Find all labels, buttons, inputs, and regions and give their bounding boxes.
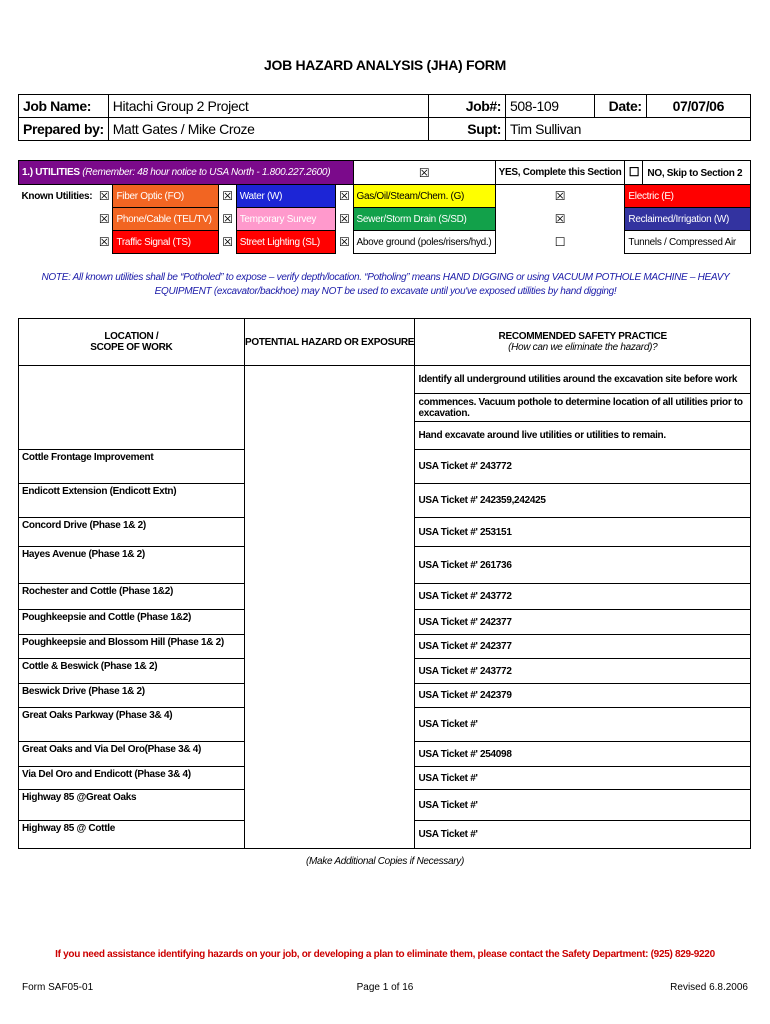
safety-practice-cell[interactable]: commences. Vacuum pothole to determine location of all utilities prior to excavation. (415, 394, 751, 422)
utility-checkbox[interactable]: ☒ (554, 189, 566, 204)
date-field[interactable]: 07/07/06 (646, 95, 750, 118)
usa-ticket-cell[interactable]: USA Ticket #' 243772 (415, 659, 751, 684)
utility-label: Tunnels / Compressed Air (625, 231, 751, 254)
utilities-section (18, 160, 751, 254)
prepared-by-label: Prepared by: (19, 118, 109, 141)
location-cell[interactable] (19, 366, 245, 450)
hazard-analysis-table (18, 318, 751, 849)
location-cell[interactable]: Highway 85 @Great Oaks (19, 790, 245, 821)
known-utilities-label (19, 208, 96, 231)
yes-checkbox-mark: ☒ (418, 165, 430, 180)
job-name-field[interactable]: Hitachi Group 2 Project (108, 95, 428, 118)
job-name-label: Job Name: (19, 95, 109, 118)
usa-ticket-cell[interactable]: USA Ticket #' 253151 (415, 518, 751, 547)
location-cell[interactable]: Poughkeepsie and Cottle (Phase 1&2) (19, 610, 245, 635)
usa-ticket-cell[interactable]: USA Ticket #' (415, 708, 751, 742)
utility-checkbox[interactable]: ☒ (339, 189, 350, 204)
location-cell[interactable]: Highway 85 @ Cottle (19, 821, 245, 849)
yes-label (495, 161, 625, 185)
utilities-heading: 1.) UTILITIES (22, 167, 83, 178)
utility-label: Traffic Signal (TS) (113, 231, 219, 254)
location-cell[interactable]: Cottle Frontage Improvement (19, 450, 245, 484)
safety-practice-cell[interactable]: Hand excavate around live utilities or utilities to remain. (415, 422, 751, 450)
usa-ticket-cell[interactable]: USA Ticket #' (415, 790, 751, 821)
yes-label-text: YES, Complete this Section (498, 167, 622, 178)
utility-checkbox[interactable]: ☒ (98, 212, 110, 226)
utility-checkbox[interactable]: ☒ (554, 212, 566, 226)
utility-checkbox[interactable]: ☒ (222, 235, 233, 249)
usa-ticket-cell[interactable]: USA Ticket #' 243772 (415, 450, 751, 484)
utility-label: Street Lighting (SL) (236, 231, 335, 254)
page-number: Page 1 of 16 (356, 982, 414, 993)
potholing-note: NOTE: All known utilities shall be “Potholed” to expose – verify depth/location. “Potholing” means HAND DIGGING or using VACUUM POTHOLE MACHINE – HEAVY EQUIPMENT (excavator/backhoe) may NOT be used to excavate until you've exposed utilities by hand digging! (41, 272, 730, 297)
job-header-table (18, 94, 751, 141)
utility-label: Temporary Survey (236, 208, 335, 231)
supt-label: Supt: (428, 118, 505, 141)
utility-checkbox[interactable]: ☒ (98, 189, 110, 204)
revision-date: Revised 6.8.2006 (670, 982, 748, 993)
utility-checkbox[interactable]: ☐ (554, 235, 566, 249)
utility-label: Above ground (poles/risers/hyd.) (353, 231, 495, 254)
location-cell[interactable]: Great Oaks Parkway (Phase 3& 4) (19, 708, 245, 742)
location-cell[interactable]: Rochester and Cottle (Phase 1&2) (19, 584, 245, 610)
form-title: JOB HAZARD ANALYSIS (JHA) FORM (264, 57, 506, 73)
utilities-reminder: (Remember: 48 hour notice to USA North - 1.800.227.2600) (82, 167, 331, 178)
utility-checkbox[interactable]: ☒ (339, 212, 350, 226)
location-cell[interactable]: Beswick Drive (Phase 1& 2) (19, 684, 245, 708)
no-option[interactable] (625, 161, 751, 185)
utility-label: Reclaimed/Irrigation (W) (625, 208, 751, 231)
utilities-banner (19, 161, 354, 185)
location-header-line1: LOCATION / (104, 331, 159, 342)
location-cell[interactable]: Cottle & Beswick (Phase 1& 2) (19, 659, 245, 684)
no-checkbox-mark: ☐ (625, 161, 643, 184)
usa-ticket-cell[interactable]: USA Ticket #' 254098 (415, 742, 751, 767)
location-header-line2: SCOPE OF WORK (90, 342, 173, 353)
known-utilities-label (19, 231, 96, 254)
utility-label: Fiber Optic (FO) (113, 185, 219, 208)
location-cell[interactable]: Endicott Extension (Endicott Extn) (19, 484, 245, 518)
usa-ticket-cell[interactable]: USA Ticket #' 243772 (415, 584, 751, 610)
hazard-cell[interactable] (244, 366, 415, 849)
utility-row (19, 231, 751, 254)
utility-checkbox[interactable]: ☒ (222, 212, 233, 226)
assistance-note: If you need assistance identifying hazards on your job, or developing a plan to eliminate them, please contact the Safety Department: (925) 829-9220 (55, 949, 715, 960)
utility-label: Gas/Oil/Steam/Chem. (G) (353, 185, 495, 208)
utility-checkbox[interactable]: ☒ (339, 235, 350, 249)
copies-note: (Make Additional Copies if Necessary) (305, 856, 465, 867)
job-number-field[interactable]: 508-109 (506, 95, 595, 118)
form-id: Form SAF05-01 (22, 982, 94, 993)
supt-field[interactable]: Tim Sullivan (506, 118, 751, 141)
utility-checkbox[interactable]: ☒ (98, 235, 110, 249)
usa-ticket-cell[interactable]: USA Ticket #' 242377 (415, 635, 751, 659)
job-number-label: Job#: (428, 95, 505, 118)
utility-label: Phone/Cable (TEL/TV) (113, 208, 219, 231)
location-cell[interactable]: Concord Drive (Phase 1& 2) (19, 518, 245, 547)
safety-practice-column-header (415, 319, 751, 366)
intro-row (19, 366, 751, 394)
no-label-text: NO, Skip to Section 2 (647, 168, 743, 179)
usa-ticket-cell[interactable]: USA Ticket #' 242359,242425 (415, 484, 751, 518)
safety-header-subtitle: (How can we eliminate the hazard)? (508, 342, 658, 353)
safety-header-title: RECOMMENDED SAFETY PRACTICE (498, 331, 667, 342)
usa-ticket-cell[interactable]: USA Ticket #' 261736 (415, 547, 751, 584)
usa-ticket-cell[interactable]: USA Ticket #' 242379 (415, 684, 751, 708)
yes-checkbox[interactable] (353, 161, 495, 185)
utility-row (19, 208, 751, 231)
date-label: Date: (595, 95, 646, 118)
usa-ticket-cell[interactable]: USA Ticket #' (415, 767, 751, 790)
safety-practice-cell[interactable]: Identify all underground utilities around the excavation site before work (415, 366, 751, 394)
hazard-column-header: POTENTIAL HAZARD OR EXPOSURE (244, 319, 415, 366)
location-cell[interactable]: Hayes Avenue (Phase 1& 2) (19, 547, 245, 584)
utility-label: Electric (E) (625, 185, 751, 208)
usa-ticket-cell[interactable]: USA Ticket #' (415, 821, 751, 849)
utility-label: Sewer/Storm Drain (S/SD) (353, 208, 495, 231)
prepared-by-field[interactable]: Matt Gates / Mike Croze (108, 118, 428, 141)
location-cell[interactable]: Via Del Oro and Endicott (Phase 3& 4) (19, 767, 245, 790)
utility-checkbox[interactable]: ☒ (222, 189, 233, 204)
location-column-header (19, 319, 245, 366)
location-cell[interactable]: Poughkeepsie and Blossom Hill (Phase 1& 2) (19, 635, 245, 659)
utility-label: Water (W) (236, 185, 335, 208)
known-utilities-label: Known Utilities: (21, 190, 93, 202)
usa-ticket-cell[interactable]: USA Ticket #' 242377 (415, 610, 751, 635)
location-cell[interactable]: Great Oaks and Via Del Oro(Phase 3& 4) (19, 742, 245, 767)
utility-row (19, 185, 751, 208)
